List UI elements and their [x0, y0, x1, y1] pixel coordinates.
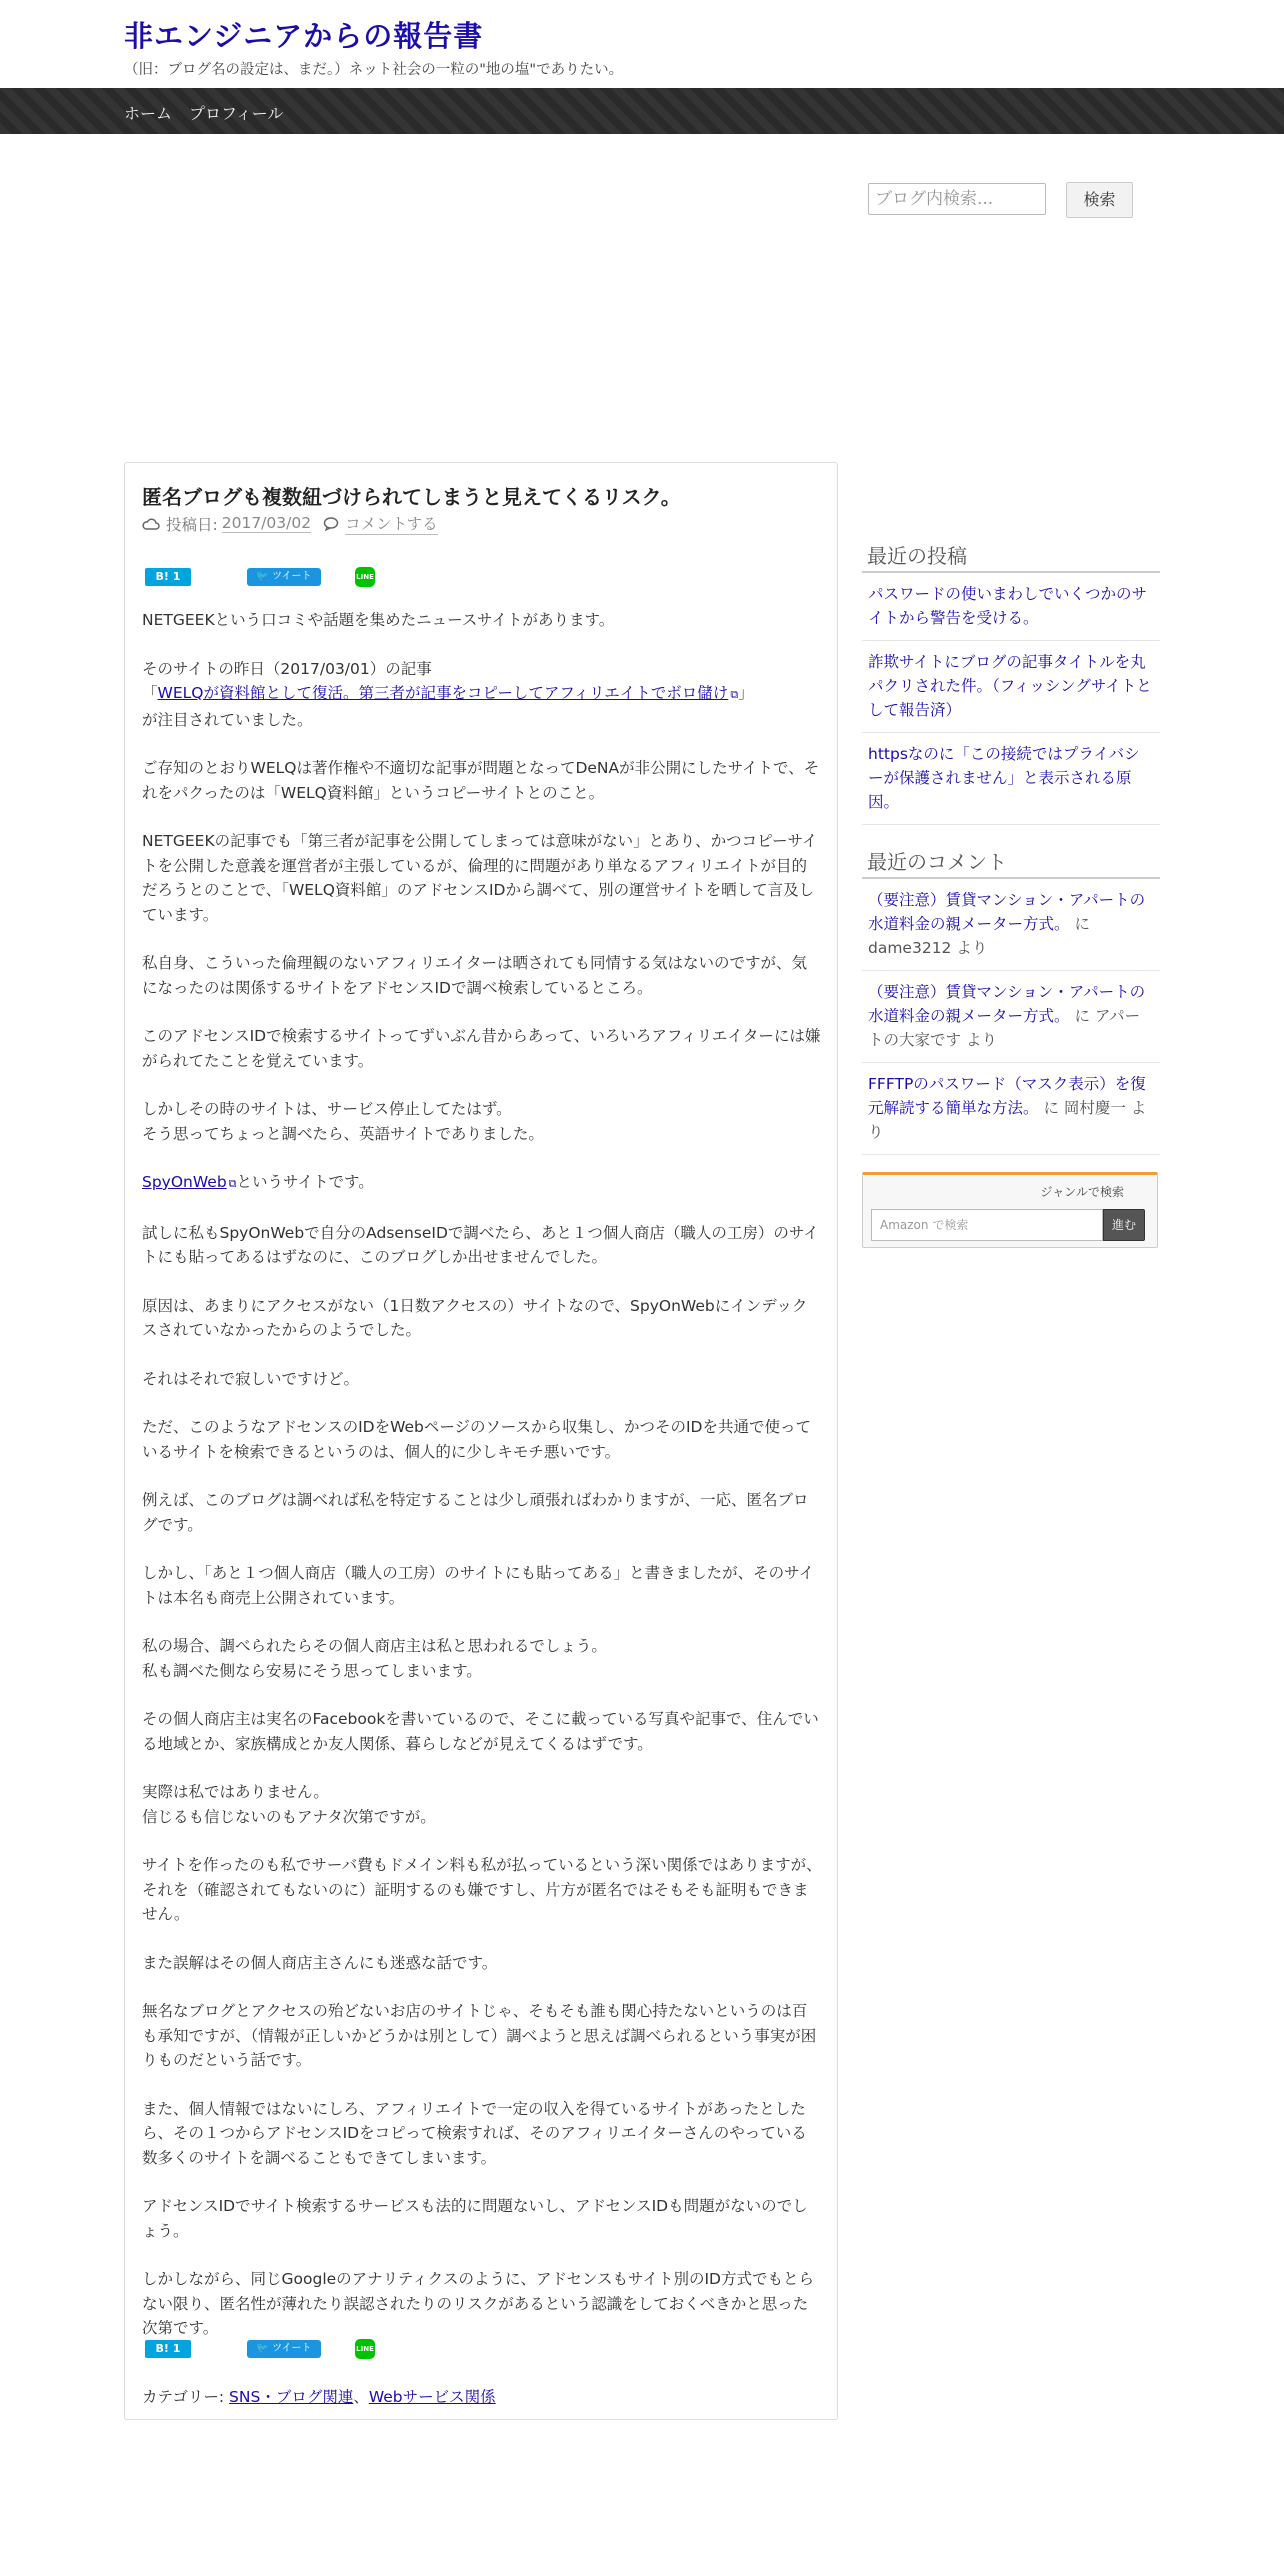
- article-card: [124, 462, 838, 2420]
- paragraph-line: というサイトです。: [236, 1173, 374, 1191]
- article-paragraph: [142, 1170, 822, 1197]
- quote-mark: 」: [738, 684, 754, 702]
- amazon-search-input[interactable]: Amazon で検索: [871, 1209, 1103, 1241]
- paragraph-line: このアドセンスIDで検索するサイトってずいぶん昔からあって、いろいろアフィリエイターには嫌がられてたことを覚えています。: [142, 1027, 821, 1070]
- comment-post-link[interactable]: （要注意）賃貸マンション・アパートの水道料金の親メーター方式。: [868, 891, 1146, 933]
- article-body: [142, 608, 822, 2365]
- paragraph-line: 私も調べた側なら安易にそう思ってしまいます。: [142, 1661, 482, 1680]
- paragraph-line: NETGEEKの記事でも「第三者が記事を公開してしまっては意味がない」とあり、かつコピーサイトを公開した意義を運営者が主張しているが、倫理的に問題があり単なるアフィリエイトが目的だろうとのことで、「WELQ資料館」のアドセンスIDから調べて、別の運営サイトを晒して言及しています。: [142, 832, 818, 924]
- comment-on-text: に: [1038, 1099, 1064, 1117]
- amazon-genre-label[interactable]: ジャンルで検索: [1040, 1185, 1124, 1199]
- list-item: [862, 971, 1160, 1063]
- twitter-bird-icon: 🐦: [256, 2343, 269, 2354]
- article-paragraph: [142, 1951, 822, 1976]
- recent-post-link[interactable]: httpsなのに「この接続ではプライバシーが保護されません」と表示される原因。: [868, 745, 1140, 811]
- article-link-spyonweb[interactable]: SpyOnWeb: [142, 1173, 227, 1191]
- article-paragraph: [142, 951, 822, 1000]
- article-paragraph: [142, 657, 822, 733]
- tweet-button[interactable]: [247, 568, 321, 586]
- external-link-icon: ⧉: [228, 1177, 237, 1190]
- category-link-webservice[interactable]: Webサービス関係: [368, 2388, 496, 2406]
- list-item: [862, 1063, 1160, 1155]
- article-paragraph: [142, 1707, 822, 1756]
- article-paragraph: [142, 1634, 822, 1683]
- article-paragraph: [142, 1097, 822, 1146]
- paragraph-line: それはそれで寂しいですけど。: [142, 1369, 360, 1388]
- tweet-label: ツイート: [272, 571, 312, 582]
- paragraph-line: NETGEEKという口コミや話題を集めたニュースサイトがあります。: [142, 611, 615, 629]
- cloud-icon: [142, 517, 160, 531]
- article-paragraph: [142, 1561, 822, 1610]
- paragraph-line: また誤解はその個人商店主さんにも迷惑な話です。: [142, 1953, 498, 1972]
- paragraph-line: その個人商店主は実名のFacebookを書いているので、そこに載っている写真や記事で、住んでいる地域とか、家族構成とか友人関係、暮らしなどが見えてくるはずです。: [142, 1710, 819, 1753]
- comment-suffix: より: [951, 939, 988, 957]
- article-paragraph: [142, 2097, 822, 2171]
- recent-post-link[interactable]: 詐欺サイトにブログの記事タイトルを丸パクリされた件。（フィッシングサイトとして報告済）: [868, 653, 1152, 719]
- recent-posts-title: 最近の投稿: [867, 544, 967, 568]
- paragraph-line: しかしその時のサイトは、サービス停止してたはず。: [142, 1100, 512, 1118]
- category-link-sns[interactable]: SNS・ブログ関連: [229, 2388, 354, 2406]
- paragraph-line: 試しに私もSpyOnWebで自分のAdsenseIDで調べたら、あと１つ個人商店（職人の工房）のサイトにも貼ってあるはずなのに、このブログしか出せませんでした。: [142, 1223, 819, 1266]
- external-link-icon: ⧉: [730, 688, 739, 701]
- article-paragraph: [142, 2194, 822, 2243]
- article-link-welq[interactable]: WELQが資料館として復活。第三者が記事をコピーしてアフィリエイトでボロ儲け: [157, 684, 729, 702]
- article-paragraph: [142, 1999, 822, 2073]
- recent-comments-title: 最近のコメント: [867, 850, 1007, 874]
- posted-label: 投稿日:: [166, 515, 218, 534]
- paragraph-line: 例えば、このブログは調べれば私を特定することは少し頑張ればわかりますが、一応、匿名ブログです。: [142, 1491, 809, 1534]
- category-separator: 、: [353, 2388, 369, 2406]
- comment-link[interactable]: コメントする: [345, 512, 438, 535]
- comment-suffix: より: [868, 1099, 1147, 1141]
- paragraph-line: が注目されていました。: [142, 710, 313, 729]
- paragraph-line: そのサイトの昨日（2017/03/01）の記事: [142, 659, 432, 678]
- line-share-icon[interactable]: LINE: [355, 567, 375, 587]
- nav-item-profile[interactable]: プロフィール: [189, 104, 284, 123]
- comment-author: dame3212: [868, 939, 952, 957]
- amazon-search-widget: [862, 1172, 1158, 1248]
- hatena-bookmark-button[interactable]: B! 1: [145, 568, 191, 586]
- article-paragraph: [142, 1221, 822, 1270]
- post-date[interactable]: 2017/03/02: [221, 514, 312, 532]
- article-paragraph: [142, 1780, 822, 1829]
- nav-bar: [0, 88, 1284, 134]
- comment-on-text: に: [1069, 1007, 1095, 1025]
- paragraph-line: しかしながら、同じGoogleのアナリティクスのように、アドセンスもサイト別のID方式でもとらない限り、匿名性が薄れたり誤認されたりのリスクがあるという認識をしておくべきかと思った次第です。: [142, 2270, 814, 2337]
- comment-author: 岡村慶一: [1063, 1099, 1126, 1117]
- paragraph-line: アドセンスIDでサイト検索するサービスも法的に問題ないし、アドセンスIDも問題がないのでしょう。: [142, 2197, 808, 2240]
- comment-post-link[interactable]: （要注意）賃貸マンション・アパートの水道料金の親メーター方式。: [868, 983, 1146, 1025]
- article-paragraph: [142, 1488, 822, 1537]
- site-title[interactable]: 非エンジニアからの報告書: [124, 19, 484, 53]
- comment-on-text: に: [1069, 915, 1090, 933]
- post-meta: [142, 512, 438, 535]
- line-share-icon[interactable]: LINE: [355, 2339, 375, 2359]
- tweet-label: ツイート: [272, 2343, 312, 2354]
- list-item: [862, 573, 1160, 641]
- article-paragraph: [142, 829, 822, 927]
- paragraph-line: また、個人情報ではないにしろ、アフィリエイトで一定の収入を得ているサイトがあったとしたら、その１つからアドセンスIDをコピって検索すれば、そのアフィリエイターさんのやっている数多くのサイトを調べることもできてしまいます。: [142, 2099, 807, 2167]
- comment-suffix: より: [961, 1031, 997, 1049]
- comment-post-link[interactable]: FFFTPのパスワード（マスク表示）を復元解読する簡単な方法。: [868, 1075, 1146, 1117]
- paragraph-line: 原因は、あまりにアクセスがない（1日数アクセスの）サイトなので、SpyOnWebにインデックスされていなかったからのようでした。: [142, 1296, 808, 1339]
- quote-mark: 「: [142, 684, 158, 702]
- paragraph-line: サイトを作ったのも私でサーバ費もドメイン料も私が払っているという深い関係ではありますが、それを（確認されてもないのに）証明するのも嫌ですし、片方が匿名ではそもそも証明もできません。: [142, 1856, 822, 1923]
- list-item: [862, 733, 1160, 825]
- site-header: [0, 0, 1284, 88]
- article-paragraph: [142, 1367, 822, 1392]
- article-paragraph: [142, 1024, 822, 1073]
- comment-author: アパートの大家です: [868, 1007, 1141, 1049]
- paragraph-line: ご存知のとおりWELQは著作権や不適切な記事が問題となってDeNAが非公開にしたサイトで、それをパクったのは「WELQ資料館」というコピーサイトとのこと。: [142, 759, 820, 802]
- article-title: 匿名ブログも複数紐づけられてしまうと見えてくるリスク。: [142, 485, 681, 509]
- paragraph-line: ただ、このようなアドセンスのIDをWebページのソースから収集し、かつそのIDを共通で使っているサイトを検索できるというのは、個人的に少しキモチ悪いです。: [142, 1418, 811, 1461]
- tweet-button[interactable]: [247, 2340, 321, 2358]
- nav-item-home[interactable]: ホーム: [124, 104, 173, 123]
- comment-icon: [323, 517, 339, 531]
- category-line: [142, 2385, 496, 2407]
- twitter-bird-icon: 🐦: [256, 571, 269, 582]
- paragraph-line: しかし、「あと１つ個人商店（職人の工房）のサイトにも貼ってある」と書きましたが、そのサイトは本名も商売上公開されています。: [142, 1564, 815, 1607]
- article-paragraph: [142, 1415, 822, 1464]
- paragraph-line: そう思ってちょっと調べたら、英語サイトでありました。: [142, 1124, 544, 1143]
- article-paragraph: [142, 608, 822, 633]
- list-item: [862, 879, 1160, 971]
- search-input[interactable]: [868, 183, 1046, 215]
- site-description: （旧：ブログ名の設定は、まだ。）ネット社会の一粒の"地の塩"でありたい。: [124, 62, 624, 78]
- paragraph-line: 実際は私ではありません。: [142, 1783, 329, 1801]
- amazon-go-button[interactable]: 進む: [1103, 1209, 1145, 1241]
- paragraph-line: 信じるも信じないのもアナタ次第ですが。: [142, 1807, 436, 1826]
- article-paragraph: [142, 1853, 822, 1927]
- category-label: カテゴリー:: [142, 2388, 225, 2406]
- article-paragraph: [142, 756, 822, 805]
- recent-posts-list: [862, 573, 1160, 825]
- article-paragraph: [142, 2267, 822, 2341]
- recent-post-link[interactable]: パスワードの使いまわしでいくつかのサイトから警告を受ける。: [868, 585, 1148, 627]
- article-paragraph: [142, 1294, 822, 1343]
- hatena-bookmark-button[interactable]: B! 1: [145, 2340, 191, 2358]
- paragraph-line: 私自身、こういった倫理観のないアフィリエイターは晒されても同情する気はないのですが、気になったのは関係するサイトをアドセンスIDで調べ検索しているところ。: [142, 954, 807, 997]
- list-item: [862, 641, 1160, 733]
- paragraph-line: 無名なブログとアクセスの殆どないお店のサイトじゃ、そもそも誰も関心持たないというのは百も承知ですが、（情報が正しいかどうかは別として）調べようと思えば調べられるという事実が困りものだという話です。: [142, 2002, 817, 2069]
- search-button[interactable]: 検索: [1066, 182, 1133, 218]
- recent-comments-list: [862, 879, 1160, 1155]
- paragraph-line: 私の場合、調べられたらその個人商店主は私と思われるでしょう。: [142, 1637, 607, 1655]
